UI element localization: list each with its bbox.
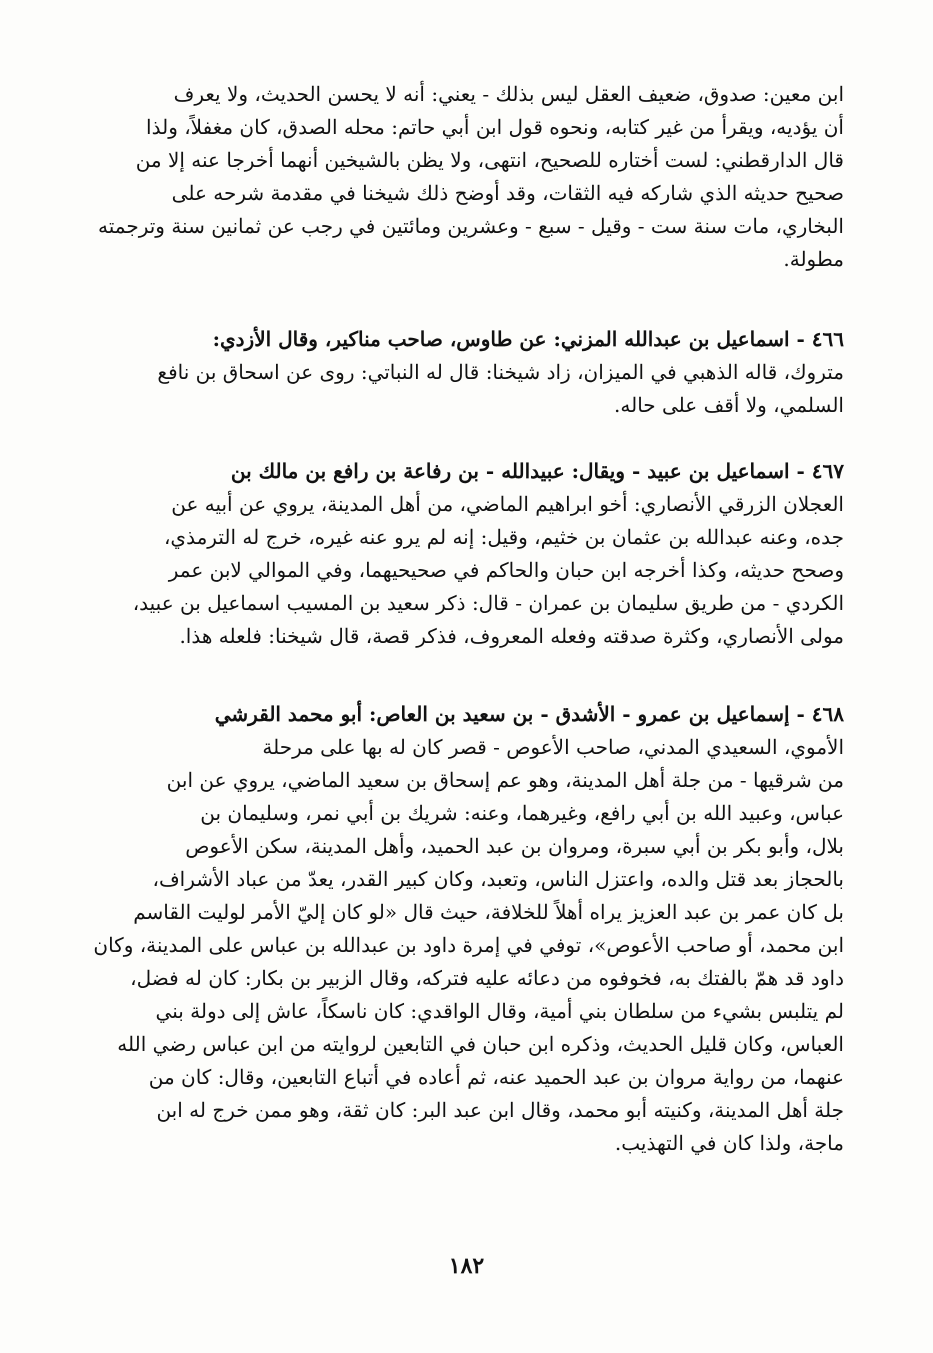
text-line: متروك، قاله الذهبي في الميزان، زاد شيخنا: قال له النباتي: روى عن اسحاق بن نافع (157, 360, 844, 384)
entry-468 (74, 698, 844, 1160)
text-line: بلال، وأبو بكر بن أبي سبرة، ومروان بن عبد الحميد، وأهل المدينة، سكن الأعوص (185, 834, 844, 858)
entry-467 (74, 455, 844, 653)
text-line: صحيح حديثه الذي شاركه فيه الثقات، وقد أوضح ذلك شيخنا في مقدمة شرحه على (171, 181, 844, 205)
text-line: عباس، وعبيد الله بن أبي رافع، وغيرهما، وعنه: شريك بن أبي نمر، وسليمان بن (200, 801, 844, 825)
text-line: من شرقيها - من جلة أهل المدينة، وهو عم إسحاق بن سعيد الماضي، يروي عن ابن (166, 768, 844, 792)
text-line: داود قد همّ بالفتك به، فخوفوه من دعائه عليه فتركه، وقال الزبير بن بكار: كان له فضل، (130, 966, 844, 990)
text-line: وصحح حديثه، وكذا أخرجه ابن حبان والحاكم في صحيحيهما، وفي الموالي لابن عمر (168, 558, 844, 582)
text-line: العباس، وكان قليل الحديث، وذكره ابن حبان في التابعين لروايته من ابن عباس رضي الله (117, 1032, 844, 1056)
text-line: بالحجاز بعد قتل والده، واعتزل الناس، وتعبد، وكان كبير القدر، يعدّ من عباد الأشراف، (152, 867, 844, 891)
text-line: الكردي - من طريق سليمان بن عمران - قال: ذكر سعيد بن المسيب اسماعيل بن عبيد، (132, 591, 844, 615)
entry-heading-line: ٤٦٦ - اسماعيل بن عبدالله المزني: عن طاوس، صاحب مناكير، وقال الأزدي: (212, 327, 844, 351)
entry-heading-line: ٤٦٨ - إسماعيل بن عمرو - الأشدق - بن سعيد بن العاص: أبو محمد القرشي (214, 702, 844, 726)
entry-466 (74, 323, 844, 422)
text-line: لم يتلبس بشيء من سلطان بني أمية، وقال الواقدي: كان ناسكاً، عاش إلى دولة بني (155, 999, 844, 1023)
text-line: الأموي، السعيدي المدني، صاحب الأعوص - قصر كان له بها على مرحلة (262, 735, 844, 759)
entry-heading-line: ٤٦٧ - اسماعيل بن عبيد - ويقال: عبيدالله - بن رفاعة بن رافع بن مالك بن (230, 459, 844, 483)
text-line: مطولة. (783, 247, 844, 271)
text-line: بل كان عمر بن عبد العزيز يراه أهلاً للخلافة، حيث قال «لو كان إليّ الأمر لوليت القاسم (133, 900, 844, 924)
text-line: عنهما، من رواية مروان بن عبد الحميد عنه، ثم أعاده في أتباع التابعين، وقال: كان من (148, 1065, 844, 1089)
text-line: ابن معين: صدوق، ضعيف العقل ليس بذلك - يعني: أنه لا يحسن الحديث، ولا يعرف (173, 82, 844, 106)
text-line: قال الدارقطني: لست أختاره للصحيح، انتهى، ولا يظن بالشيخين أنهما أخرجا عنه إلا من (135, 148, 844, 172)
text-line: العجلان الزرقي الأنصاري: أخو ابراهيم الماضي، من أهل المدينة، يروي عن أبيه عن (171, 492, 844, 516)
text-line: مولى الأنصاري، وكثرة صدقته وفعله المعروف، فذكر قصة، قال شيخنا: فلعله هذا. (179, 624, 844, 648)
text-line: ماجة، ولذا كان في التهذيب. (614, 1131, 844, 1155)
paragraph-continuation (74, 78, 844, 276)
text-line: ابن محمد، أو صاحب الأعوص»، توفي في إمرة داود بن عبدالله بن عباس على المدينة، وكان (93, 933, 844, 957)
text-line: جلة أهل المدينة، وكنيته أبو محمد، وقال ابن عبد البر: كان ثقة، وهو ممن خرج له ابن (156, 1098, 844, 1122)
page-number: ١٨٢ (448, 1253, 485, 1279)
text-line: البخاري، مات سنة ست - وقيل - سبع - وعشرين ومائتين في رجب عن ثمانين سنة وترجمته (98, 214, 844, 238)
text-line: أن يؤديه، ويقرأ من غير كتابه، ونحوه قول ابن أبي حاتم: محله الصدق، كان مغفلاً، ولذا (146, 115, 844, 139)
text-line: السلمي، ولا أقف على حاله. (614, 393, 844, 417)
text-line: جده، وعنه عبدالله بن عثمان بن خثيم، وقيل: إنه لم يرو عنه غيره، خرج له الترمذي، (163, 525, 844, 549)
